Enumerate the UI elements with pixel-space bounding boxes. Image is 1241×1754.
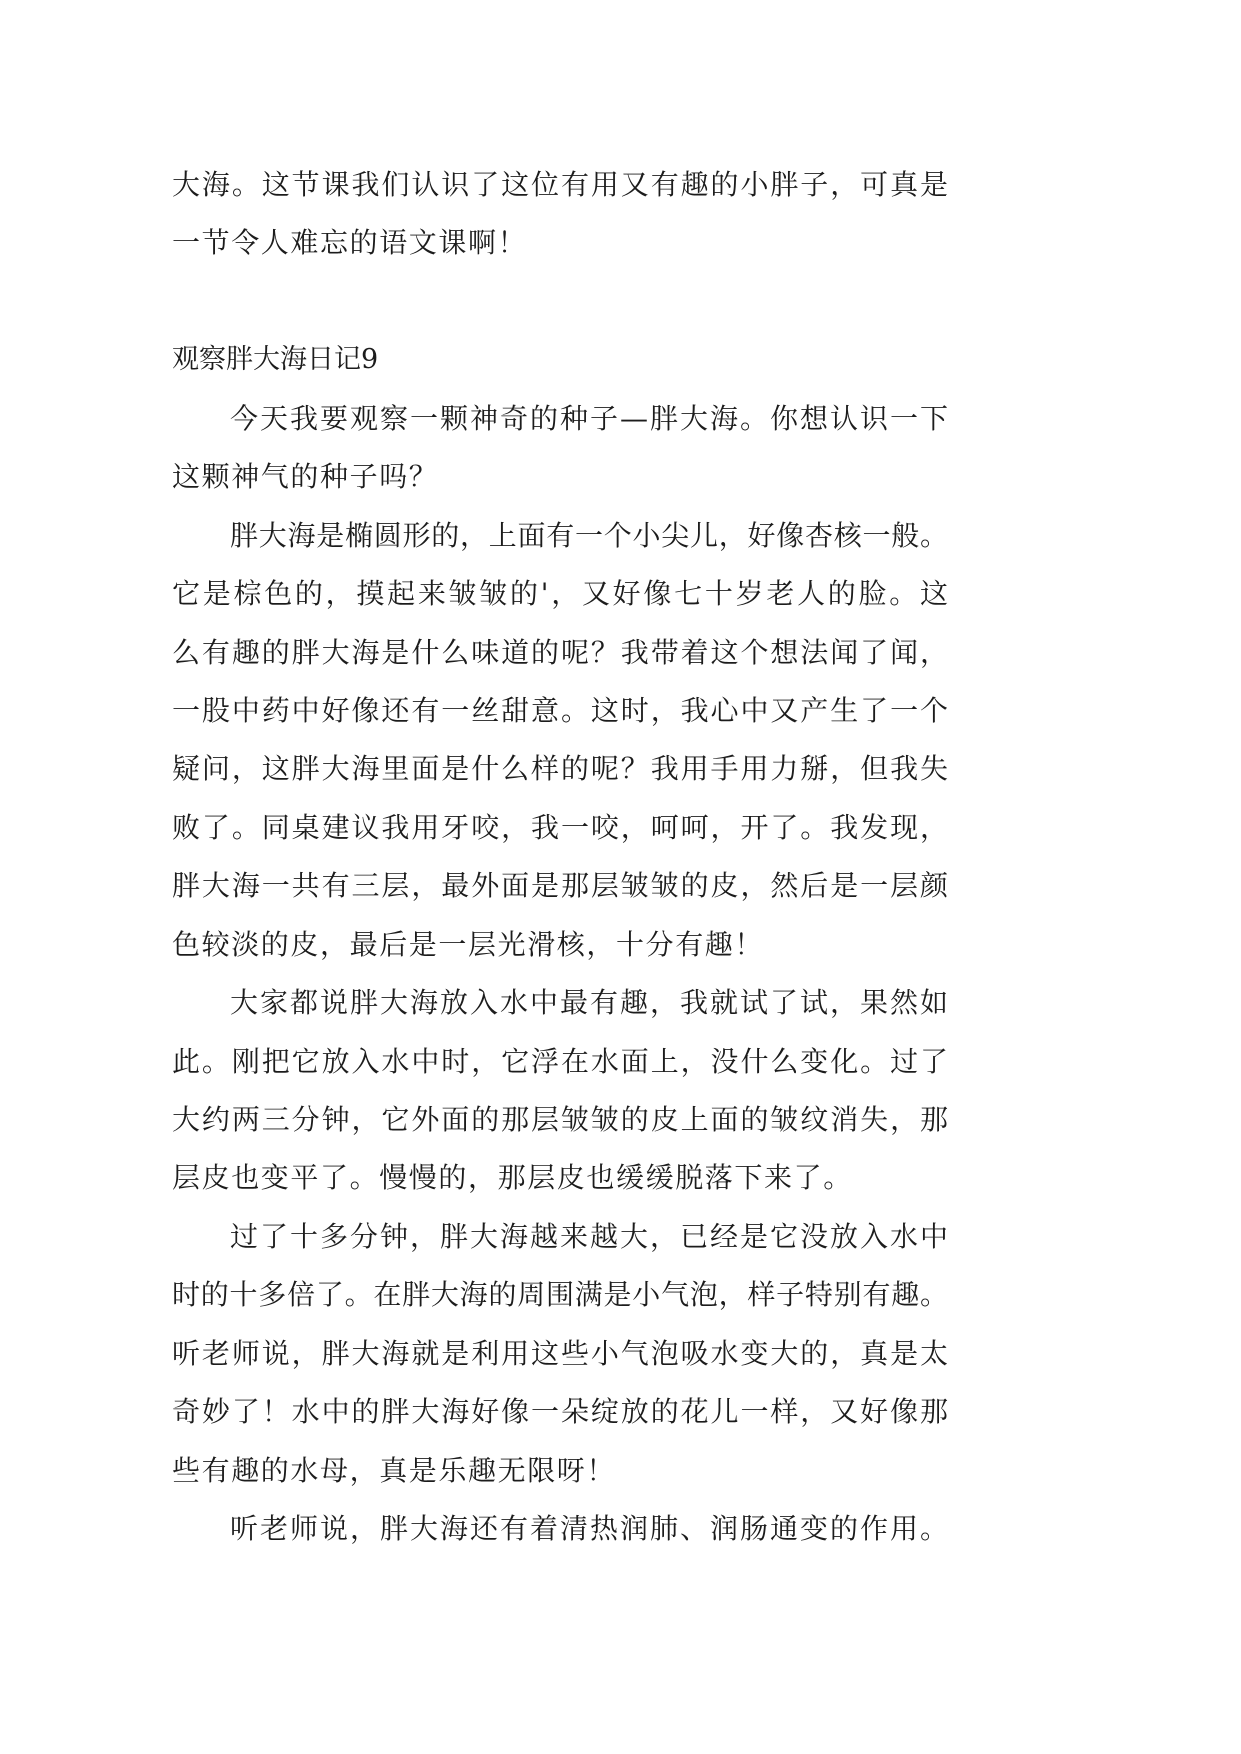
text-line: 败了。同桌建议我用牙咬，我一咬，呵呵，开了。我发现， [172, 810, 948, 844]
paragraph [172, 390, 948, 507]
text-line: 今天我要观察一颗神奇的种子—胖大海。你想认识一下 [230, 401, 948, 435]
text-line: 听老师说，胖大海就是利用这些小气泡吸水变大的，真是太 [172, 1336, 948, 1370]
text-line: 一股中药中好像还有一丝甜意。这时，我心中又产生了一个 [172, 693, 948, 727]
text-line: 这颗神气的种子吗？ [172, 460, 439, 494]
text-line: 胖大海一共有三层，最外面是那层皱皱的皮，然后是一层颜 [172, 869, 948, 903]
text-line: 些有趣的水母，真是乐趣无限呀！ [172, 1453, 617, 1487]
entry-title: 观察胖大海日记9 [172, 344, 379, 376]
blank-line [172, 273, 948, 331]
text-line: 层皮也变平了。慢慢的，那层皮也缓缓脱落下来了。 [172, 1161, 853, 1195]
text-line: 疑问，这胖大海里面是什么样的呢？我用手用力掰，但我失 [172, 752, 948, 786]
paragraph [172, 974, 948, 1208]
text-line: 一节令人难忘的语文课啊！ [172, 226, 528, 260]
text-line: 大家都说胖大海放入水中最有趣，我就试了试，果然如 [230, 986, 948, 1020]
text-line: 奇妙了！水中的胖大海好像一朵绽放的花儿一样，又好像那 [172, 1395, 948, 1429]
text-line: 么有趣的胖大海是什么味道的呢？我带着这个想法闻了闻， [172, 635, 948, 669]
paragraph [172, 507, 948, 975]
text-line: 色较淡的皮，最后是一层光滑核，十分有趣！ [172, 927, 765, 961]
text-line: 时的十多倍了。在胖大海的周围满是小气泡，样子特别有趣。 [172, 1278, 948, 1312]
paragraph [172, 1500, 948, 1558]
text-line: 过了十多分钟，胖大海越来越大，已经是它没放入水中 [230, 1219, 948, 1253]
text-line: 听老师说，胖大海还有着清热润肺、润肠通变的作用。 [230, 1512, 948, 1546]
text-line: 大约两三分钟，它外面的那层皱皱的皮上面的皱纹消失，那 [172, 1103, 948, 1136]
text-line: 胖大海是椭圆形的，上面有一个小尖儿，好像杏核一般。 [230, 518, 948, 552]
continued-paragraph [172, 156, 948, 273]
paragraph [172, 1208, 948, 1500]
text-line: 大海。这节课我们认识了这位有用又有趣的小胖子，可真是 [172, 168, 948, 201]
text-line: 它是棕色的，摸起来皱皱的'，又好像七十岁老人的脸。这 [172, 577, 948, 611]
document-body [172, 156, 948, 1559]
text-line: 此。刚把它放入水中时，它浮在水面上，没什么变化。过了 [172, 1044, 948, 1078]
